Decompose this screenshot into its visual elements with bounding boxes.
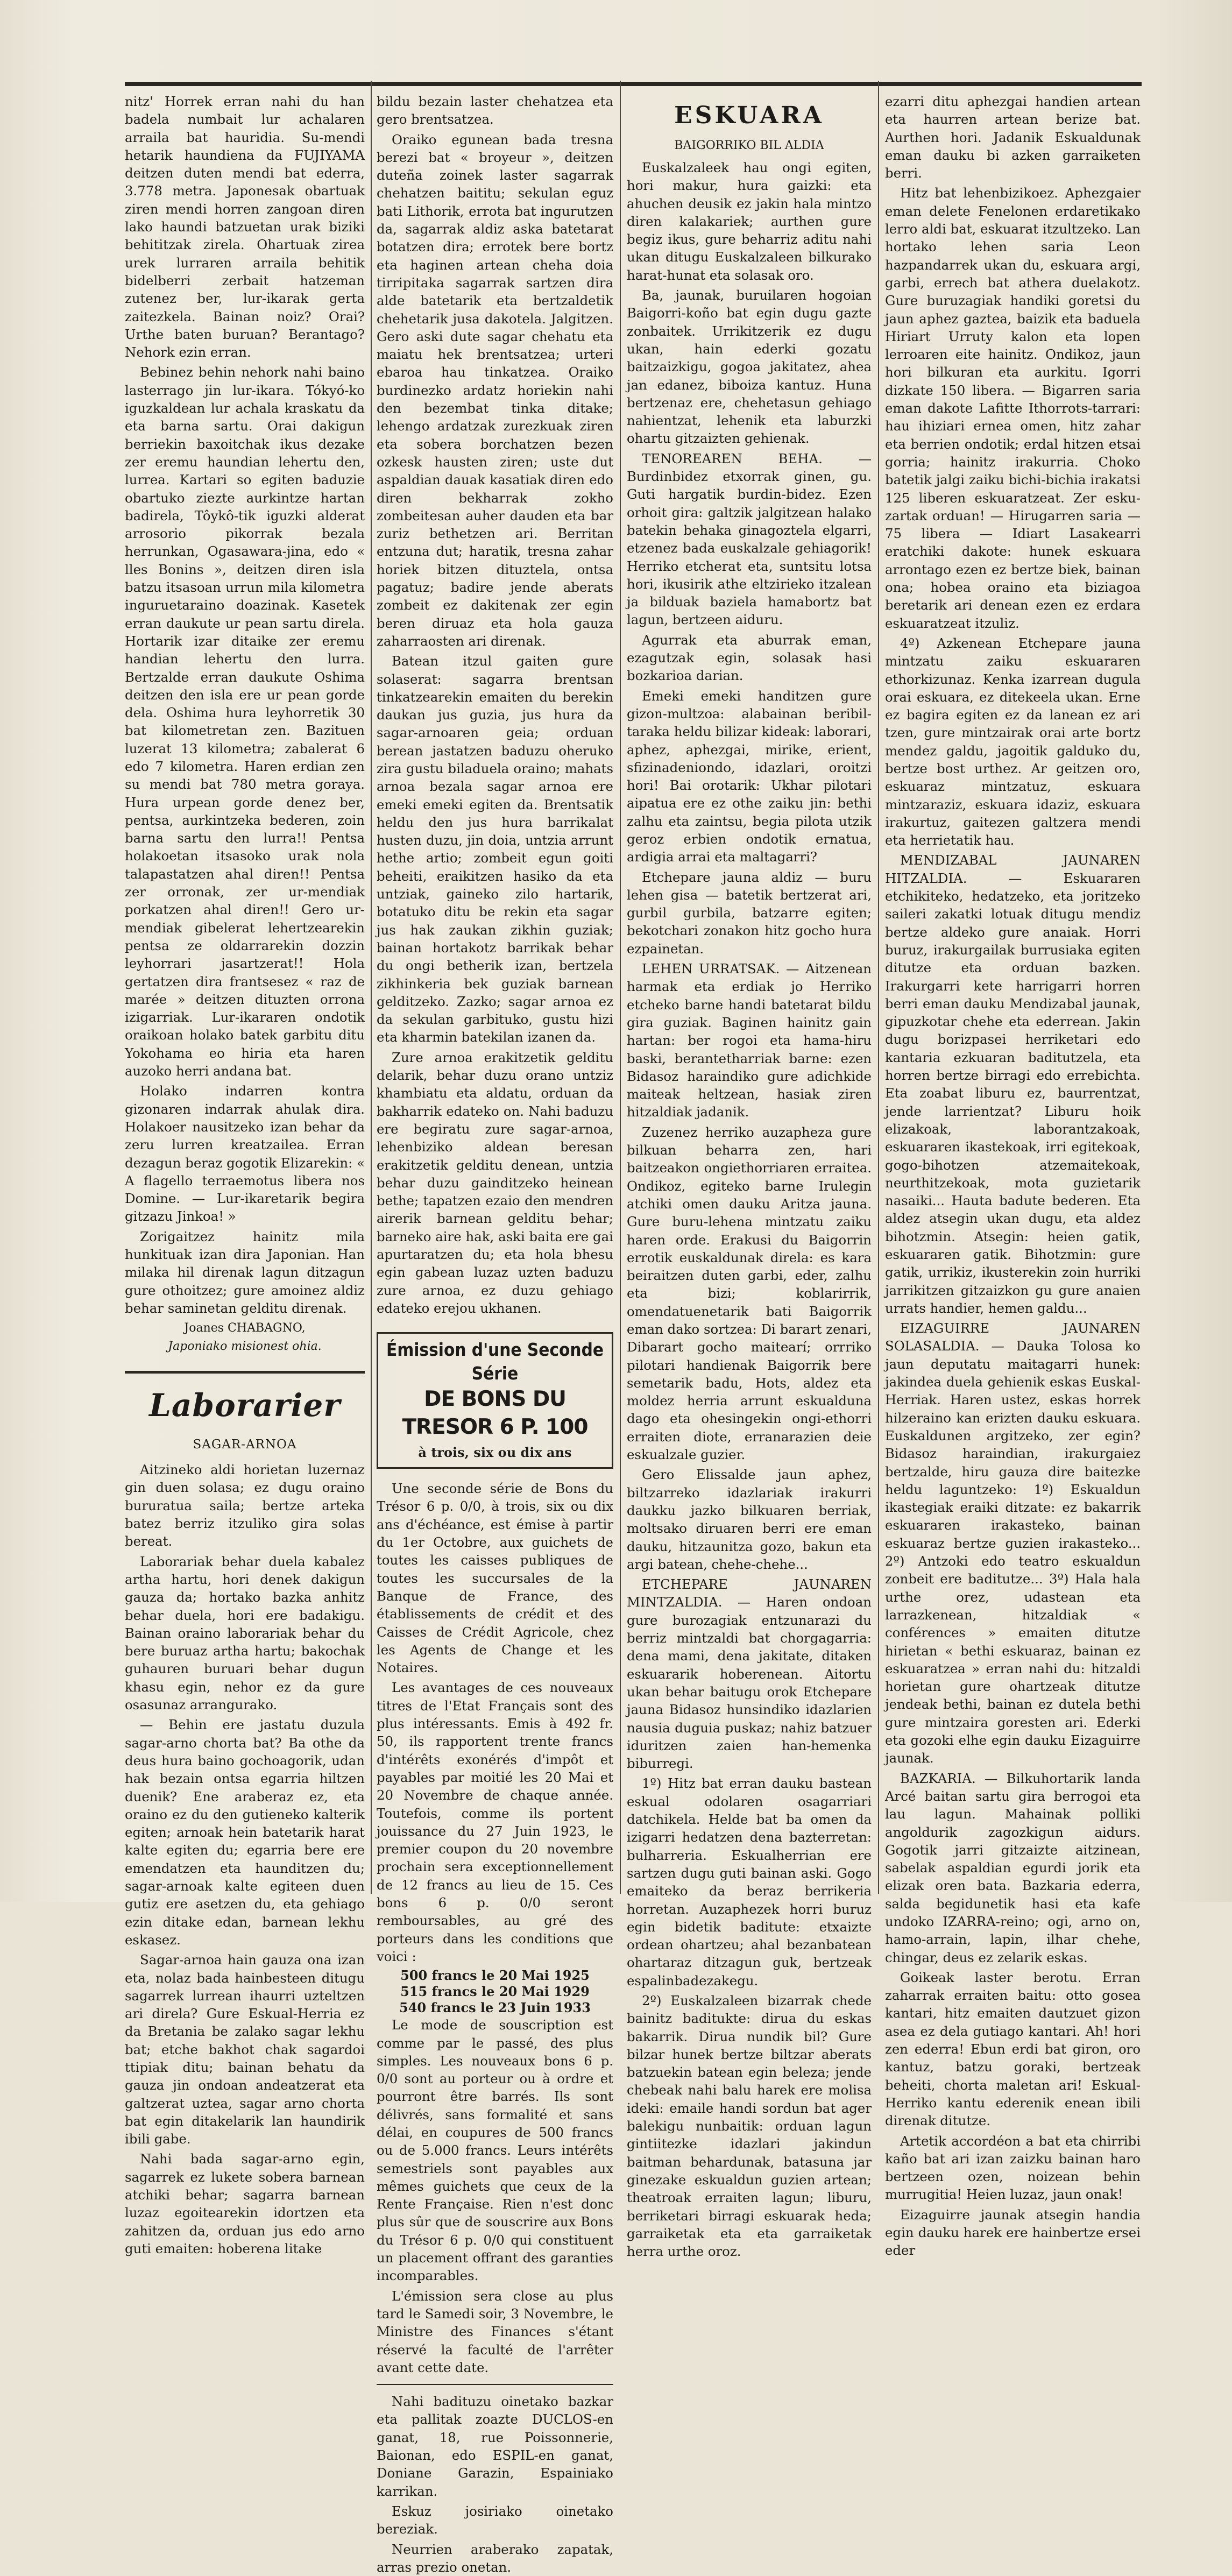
bons-du-tresor-announcement (377, 1332, 613, 1469)
eskuara-paragraph: Artetik accordéon a bat eta chirribi kaño bat ari izan zaizku bainan haro bertzeen ozen, noizean behin murrugitia! Heien luzaz, jaun onak! (885, 2133, 1141, 2203)
column-2 (377, 93, 613, 2575)
section-subtitle: SAGAR-ARNOA (193, 1438, 297, 1452)
eskuara-heading: ESKUARA (674, 102, 824, 129)
notice-paragraph: Neurrien araberako zapatak, arras prezio onetan. (377, 2541, 613, 2575)
sagar-arnoa-paragraph: bildu bezain laster chehatzea eta gero brentsatzea. (377, 94, 613, 128)
column-4 (885, 93, 1141, 2259)
author-title: Japoniako misionest ohia. (168, 1340, 322, 1354)
bons-tresor-heading: DE BONS DU TRESOR 6 P. 100 (402, 1387, 588, 1440)
eskuara-paragraph: MENDIZABAL JAUNAREN HITZALDIA. — Eskuararen etchikiteko, hedatzeko, eta joritzeko saileri zakatki lotuak ditugu mendiz bertze aldeko gure anaiak. Horri buruz, irakurgailak burrusiaka egiten ditutze eta orduan bazken. Irakurgarri kete harrigarri horren berri eman dauku Mendizabal jaunak, gipuzkotar chehe eta ederrean. Jakin dugu borizpasei herriketari edo kantaria ezkuaran baditutzela, eta horren bertze birragi edo errebichta. Eta zoabat liburu ez, baurrentzat, jende larrientzat? Liburu hoik elizakoak, laborantzakoak, eskuararen ikastekoak, irri egitekoak, gogo-bihotzen atzemaitekoak, neurthitzekoak, mota guzietarik nasaiki... Hauta badute bederen. Eta aldez atsegin ukan dugu, eta aldez bihotzmin. Atsegin: heien gatik, eskuararen gatik. Bihotzmin: gure gatik, urrikiz, ikusterekin zoin hurriki jarrikitzen gitzaizkon gu gure anaien urrats handier, hemen galdu... (885, 852, 1141, 1316)
sagar-arnoa-paragraph: — Behin ere jastatu duzula sagar-arno chorta bat? Ba othe da deus hura baino gochoagorik, udan hak bezain ontsa egarria hiltzen duenik? Ene araberaz ez, eta oraino ez du den gutieneko kalterik egiten; arnoak hein batetarik harat kalte egiten du; egarria bere ere emendatzen eta haunditzen du; sagar-arnoak kalte egiteen duen gutiz ere asetzen du, eta gehiago ezin ditake edan, barnean lekhu eskasez. (125, 1717, 365, 1948)
sagar-arnoa-paragraph: Batean itzul gaiten gure solaserat: sagarra brentsan tinkatzearekin emaiten du berekin daukan jus guzia, jus hura da sagar-arnoaren geia; orduan berean jastatzen baduzu oheruko zira gustu biladuela oraino; mahats arnoa bezala sagar arnoa ere emeki emeki egiten da. Brentsatik heldu den jus hura barrikalat husten duzu, jin doia, untzia arrunt hethe artio; zombeit egun goiti beheiti, eraikitzen hasiko da eta untziak, gaineko zilo hartarik, botatuko ditu be rekin eta sagar jus hak zaukan zikhin guziak; bainan hortakotz barrikak behar du ongi betherik izan, bertzela zikhinkeria bek guziak barnean gelditzeko. Zazko; sagar arnoa ez da sekulan garbituko, gustu hizi eta kharmin batekilan izanen da. (377, 653, 613, 1045)
japonia-paragraph: Zorigaitzez hainitz mila hunkituak izan dira Japonian. Han milaka hil direnak lagun ditzagun gure othoitzez; gure amoinez aldiz behar saminetan gelditu direnak. (125, 1228, 365, 1316)
redemption-line: 540 francs le 23 Juin 1933 (399, 2000, 591, 2016)
sagar-arnoa-paragraph: Aitzineko aldi horietan luzernaz gin duen solasa; ez dugu oraino bururatua saila; bertze arteka batez berriz itzuliko gira solas bereat. (125, 1462, 365, 1549)
subsection-heading: BAIGORRIKO BIL ALDIA (674, 139, 824, 152)
ad-subheading: à trois, six ou dix ans (418, 1445, 572, 1461)
column-1 (125, 93, 365, 2256)
japonia-paragraph: nitz' Horrek erran nahi du han badela numbait lur achalaren arraila bat hauridia. Su-mendi hetarik haundiena da FUJIYAMA deitzen duten mendi bat ederra, 3.778 metra. Japonesak obartuak ziren mendi horren zangoan diren lako haundi batzuetan urak biziki behititzak zirela. Ohartuak zirea urek lurraren arraila behitik bidelberri zerbait hatzeman zutenez ber, lur-ikarak gerta zaitezkela. Bainan noiz? Orai? Urthe baten buruan? Berantago? Nehork ezin erran. (125, 94, 365, 360)
eskuara-paragraph: Emeki emeki handitzen gure gizon-multzoa: alabainan beribil-taraka heldu bilizar kideak: laborari, aphez, aphezgai, mirike, erient, sfizinadeniondo, idazlari, oroitzi hori! Bai orotarik: Ukhar pilotari aipatua ere ez othe zaiku jin: bethi zalhu eta zaintsu, begia pilota utzik geroz erbien ondotik ernatua, ardigia arrai eta maltagarri? (627, 688, 872, 865)
eskuara-paragraph: EIZAGUIRRE JAUNAREN SOLASALDIA. — Dauka Tolosa ko jaun deputatu maitagarri hunek: jakindea duela gehienik eskas Euskal-Herriak. Haren ustez, eskas horrek hilzeraino kan erizten dauku eskuara. Euskaldunen argitzeko, zer egin? Bidasoz haraindian, irakurgaiez bertzalde, hiru gauza dire baitezke heldu laguntzeko: 1º) Eskualdun ikastegiak eraiki ditzate: ez bakarrik eskuararen irakasteko, bainan eskuaraz bertze guzien irakasteko... 2º) Antzoki edo teatro eskualdun zonbeit ere baditutze... 3º) Hala hala urthe orez, udastean eta larrazkenean, hitzaldiak « conférences » emaiten ditutze hirietan « bethi eskuaraz, bainan ez eskuaratzea » erran nahi du: hitzaldi horietan gure ohartzeak ditutze jendeak bethi, bainan ez dutela bethi gure mintzaira goresten ari. Ederki eta gozoki elhe egin dauku Eizaguirre jaunak. (885, 1320, 1141, 1766)
sagar-arnoa-paragraph: Nahi bada sagar-arno egin, sagarrek ez lukete sobera barnean atchiki behar; sagarra barnean luzaz egoitearekin idortzen eta zahitzen da, orduan jus edo arno guti emaiten: hoberena litake (125, 2151, 365, 2256)
eskuara-paragraph: BAZKARIA. — Bilkuhortarik landa Arcé baitan sartu gira berrogoi eta lau lagun. Mahainak polliki angoldurik zagozkigun aidurs. Gogotik jarri gitzaizte aitzinean, sabelak aspaldian egurdi jorik eta elizak oren bata. Bazkaria ederra, salda begidunetik hasi eta kafe undoko IZARRA-reino; ogi, arno on, hamo-arrain, lapin, ilhar chehe, chingar, deus ez zelarik eskas. (885, 1770, 1141, 1965)
eskuara-paragraph: Zuzenez herriko auzapheza gure bilkuan beharra zen, hari baitzeakon ongiethorriaren erraitea. Ondikoz, egiteko barne Irulegin atchiki omen dauku Aritza jauna. Gure buru-lehena mintzatu zaiku haren orde. Erakusi du Baigorrin errotik euskaldunak direla: es kara beiraitzen duten garbi, eder, zalhu eta bizi; koblarirrik, omendatuenetarik bati Baigorrik eman dako sortzea: Di barart zenari, Dibarart gocho maitearí; orrriko pilotari handienak Baigorrik bere semetarik badu, Hots, aldez eta moldez herria arrunt eskualduna dago eta ohesingekin ongi-ethorri erraiten diote, erranarazien deie eskualzale guzier. (627, 1124, 872, 1463)
eskuara-paragraph: LEHEN URRATSAK. — Aitzenean harmak eta erdiak jo Herriko etcheko barne handi batetarat bildu gira guziak. Baginen hainitz gain hartan: ber rogoi eta hama-hiru baski, berantetharriak barne: ezen Bidasoz haraindiko gure adichkide maiteak heltzean, hasiak ziren hitzaldiak jadanik. (627, 961, 872, 1120)
eskuara-paragraph: 1º) Hitz bat erran dauku bastean eskual odolaren osagarriari datchikela. Helde bat ba omen da izigarri hedatzen dena bazterretan: bulharreria. Eskualherrian ere sartzen dugu guti bainan aski. Gogo emaiteko da beraz berrikeria horretan. Auzaphezek horri buruz egin bidetik baditute: etxaizte ordean ohartzeu; ahal bezanbatean ohartaraz ditzagun guk, bertzeak espalinbadezakegu. (627, 1775, 872, 1988)
author-signature: Joanes CHABAGNO, (184, 1321, 306, 1335)
eskuara-paragraph: 2º) Euskalzaleen bizarrak chede bainitz baditukte: dirua du eskas bakarrik. Dirua nundik bil? Gure bilzar hunek bertze biltzar aberats batzuekin batean egin beleza; jende chebeak nahi balu harek ere molisa ideki: emaile handi sordun bat ager balekigu nunbaitik: orduan lagun gintiitezke idazlari jakindun baitman behardunak, batasuna jar ginezake eskualdun guzien artean; theatroak erraiten lagun; liburu, berriketari birragi eskuarak heda; garraiketak eta eta garraiketak herra urthe oroz. (627, 1992, 872, 2260)
section-divider (125, 1371, 365, 1374)
eskuara-paragraph: Gero Elissalde jaun aphez, biltzarreko idazlariak irakurri daukku jazko bilkuaren berriak, moltsako diruaren berri ere eman dauku, hitzaunitza gozo, bakun eta argi batean, chehe-chehe... (627, 1467, 872, 1572)
column-rule (371, 81, 372, 1894)
sagar-arnoa-paragraph: Zure arnoa erakitzetik gelditu delarik, behar duzu orano untziz khambiatu eta aldatu, orduan da bakharrik edateko on. Nahi baduzu ere begiratu zure sagar-arnoa, lehenbiziko aldean beresan erakitzetik gelditu denean, untzia behar duzu gainditzeko heinean bethe; tapatzen ezaio den mendren airerik barnean gelditu behar; barneko aire hak, aski baita ere gai apurtaratzen du; eta hola bhesu egin gabean luzaz uzten baduzu zure arnoa, ez duzu gehiago edateko erejou ukhanen. (377, 1049, 613, 1316)
laborarier-masthead: Laborarier (149, 1387, 341, 1424)
eskuara-paragraph: Etchepare jauna aldiz — buru lehen gisa — batetik bertzerat ari, gurbil gurbila, batzarre egiten; bekotchari zonakon hitz gocho hura ezpainetan. (627, 869, 872, 957)
top-rule (125, 82, 1142, 86)
column-3 (627, 93, 872, 2260)
column-rule (878, 81, 879, 1894)
eskuara-paragraph: 4º) Azkenean Etchepare jauna mintzatu zaiku eskuararen ethorkizunaz. Kenka izarrean dugula orai eskuara, ez ditekeela ukan. Erne ez bagira egiten ez da lanean ez ari tzen, gure mintzairak orai arte bortz mendez galdu, jagoitik galduko du, bertze bost urthez. Ar geitzen oro, eskuaraz mintzatuz, eskuara mintzaraziz, eskuara idaziz, eskuara irakurtuz, gaitezen galtzera mendi eta herrietatik hau. (885, 635, 1141, 848)
notice-paragraph: Nahi badituzu oinetako bazkar eta pallitak zoazte DUCLOS-en ganat, 18, rue Poissonnerie, Baionan, edo ESPIL-en ganat, Doniane Garazin, Espainiako karrikan. (377, 2394, 613, 2499)
eskuara-paragraph: Hitz bat lehenbizikoez. Aphezgaier eman delete Fenelonen erdaretikako lerro aldi bat, eskuarat itzultzeko. Lan hortako lehen saria Leon hazpandarrek ukan du, eskuara argi, garbi, errech bat athera duelakotz. Gure buruzagiak handiki goretsi du jaun aphez gaztea, baizik eta baduela Hiriart Urruty kalon eta lopen lerroaren eite hainitz. Ondikoz, jaun hori bilkuran eta aurkitu. Igorri dizkate 150 libera. — Bigarren saria eman dakote Lafitte Ithorrots-tarrari: hau ihiziari ernea omen, hitz zahar eta berrien ondotik; erdal hitzen etsai gorria; hainitz irakurria. Choko batetik jalgi zaiku bichi-bichia irakatsi 125 liberen eskuaratzeat. Zer esku-zartak orduan! — Hirugarren saria — 75 libera — Idiart Lasakearri eratchiki dakote: hunek eskuara arrontago ezen ez bertze biek, bainan ona; hobea oraino eta biziagoa beretarik ari denean ezen ez erdara eskuaratzeat itzuliz. (885, 185, 1141, 631)
eskuara-paragraph: Eizaguirre jaunak atsegin handia egin dauku harek ere hainbertze ersei eder (885, 2206, 1141, 2259)
sagar-arnoa-paragraph: Laborariak behar duela kabalez artha hartu, hori denek dakigun gauza da; hortako bazka anhitz behar duela, hori ere badakigu. Bainan oraino laborariak behar du bere buruaz artha hartu; bakochak guhauren buruari behar dugun khasu egin, nehor ez da gure osasunaz arrangurako. (125, 1553, 365, 1713)
column-rule (620, 81, 621, 1894)
emission-heading: Émission d'une Seconde Série (386, 1339, 604, 1384)
notice-paragraph: Eskuz josiriako oinetako bereziak. (377, 2503, 613, 2537)
japonia-paragraph: Holako indarren kontra gizonaren indarrak ahulak dira. Holakoer nausitzeko izan behar da zeru lurren kreatzailea. Erran dezagun beraz gogotik Elizarekin: « A flagello terraemotus libera nos Domine. — Lur-ikaretarik begira gitzazu Jinkoa! » (125, 1083, 365, 1225)
redemption-line: 500 francs le 20 Mai 1925 (400, 1968, 590, 1984)
sagar-arnoa-paragraph: Oraiko egunean bada tresna berezi bat « broyeur », deitzen duteña zoinek laster sagarrak chehatzen baititu; sekulan eguz bati Lithorik, errota bat ingurutzen da, sagarrak aldiz aska batetarat botatzen dira; errotek bere bortz eta haginen artean cheha doia tirripitaka sagarrak sartzen dira alde batetarik eta bertzaldetik chehetarik jusa dakotela. Jalgitzen. Gero aski dute sagar chehatu eta maiatu hek brentsatzea; urteri ebaroa hau tinkatzea. Oraiko burdinezko ardatz horiekin nahi den bezembat tinka ditake; lehengo ardatzak zurezkuak ziren eta sobera borchatzen bezen ozkesk hausten ziren; uste dut aspaldian dauak kasatiak diren edo diren bekharrak zokho zombeitesan auher dauden eta bar zuriz bethetzen ari. Berritan entzuna dut; haratik, tresna zahar horiek bitzen dituztela, ontsa pagatuz; badire jende aberats zombeit ez dakitenak zer egin beren diruaz eta hola gauza zaharraosten ari direnak. (377, 131, 613, 649)
japonia-paragraph: Bebinez behin nehork nahi baino lasterrago jin lur-ikara. Tókyó-ko iguzkaldean lur achala kraskatu da eta barna sartu. Orai dakigun berriekin baxoitchak ikus dezake zer eremu haundian lehertu den, lurrea. Kartari so egiten baduzie obartuko ziezte aurkintze hartan badirela, Tôykô-tik iguzki alderat arrosorio pikorrak bezala herrunkan, Ogasawara-jina, edo « lles Bonins », deitzen diren isla batzu itsasoan urrun mila kilometra inguruetaraino doazinak. Kasetek erran daukute ur pean sartu direla. Hortarik izar ditaike zer eremu handian lehertu den lurra. Bertzalde erran daukute Oshima deitzen den isla ere ur pean gorde dela. Oshima hura leyhorretik 30 bat kilometretan zen. Bazituen luzerat 13 kilometra; zabalerat 6 edo 7 kilometra. Haren erdian zen su mendi bat 780 metra goraya. Hura urpean gorde denez ber, pentsa, aurkintzeka bederen, zoin barna sartu den lurra!! Pentsa holakoetan itsasoko urak nola talapastatzen ahal diren!! Pentsa zer orronak, zer ur-mendiak porkatzen ahal diren!! Gero ur-mendiak gibelerat lehertzearekin pentsa ze oldarrarekin dozzin leyhorrari jasartzerat!! Hola gertatzen dira frantsesez « raz de marée » deitzen dituzten orrona izigarriak. Lur-ikararen ondotik oraikoan holako batek garbitu ditu Yokohama eo hiria eta haren auzoko herri andana bat. (125, 364, 365, 1079)
section-divider (377, 2384, 613, 2385)
ad-paragraph: Une seconde série de Bons du Trésor 6 p. 0/0, à trois, six ou dix ans d'échéance, est émise à partir du 1er Octobre, aux guichets de toutes les caisses publiques de toutes les succursales de la Banque de France, des établissements de crédit et des Caisses de Crédit Agricole, chez les Agents de Change et les Notaires. (377, 1481, 613, 1676)
eskuara-paragraph: ETCHEPARE JAUNAREN MINTZALDIA. — Haren ondoan gure burozagiak entzunarazi du berriz mintzaldi bat chorgagarria: dena mami, dena jakitate, ditaken eskuararik hoberenean. Aitortu ukan behar baitugu orok Etchepare jauna Bidasoz hunsindiko idazlarien nausia duguia puskaz; nahiz batzuer iduritzen zaien han-hemenka biburregi. (627, 1576, 872, 1772)
ad-paragraph: Les avantages de ces nouveaux titres de l'Etat Français sont des plus intéressants. Emis à 492 fr. 50, ils rapportent trente francs d'intérêts exonérés d'impôt et payables par moitié les 20 Mai et 20 Novembre de chaque année. Toutefois, comme ils portent jouissance du 27 Juin 1923, le premier coupon du 20 novembre prochain sera exceptionnellement de 12 francs au lieu de 15. Ces bons 6 p. 0/0 seront remboursables, au gré des porteurs dans les conditions que voici : (377, 1680, 613, 1964)
ad-paragraph: Le mode de souscription est comme par le passé, des plus simples. Les nouveaux bons 6 p. 0/0 sont au porteur ou à ordre et pourront être barrés. Ils sont délivrés, sans formalité et sans délai, en coupures de 500 francs ou de 5.000 francs. Leurs intérêts semestriels sont payables aux mêmes guichets que ceux de la Rente Française. Rien n'est donc plus sûr que de souscrire aux Bons du Trésor 6 p. 0/0 qui constituent un placement offrant des garanties incomparables. (377, 2017, 613, 2284)
eskuara-paragraph: ezarri ditu aphezgai handien artean eta haurren artean berize bat. Aurthen hori. Jadanik Eskualdunak eman dauku bi azken garraiketen berri. (885, 94, 1141, 181)
eskuara-paragraph: Agurrak eta aburrak eman, ezagutzak egin, solasak hasi bozkarioa darian. (627, 632, 872, 684)
eskuara-paragraph: Goikeak laster berotu. Erran zaharrak erraiten baitu: otto gosea kantari, hitz emaiten dautzuet gizon asea ez dela gutiago kantari. Ah! hori zen ederra! Ebun erdi bat giron, oro kantuz, batzu goraki, bertzeak beheiti, chorta maletan ari! Eskual-Herriko kantu ederenik enean ibili direnak ditutze. (885, 1969, 1141, 2129)
sagar-arnoa-paragraph: Sagar-arnoa hain gauza ona izan eta, nolaz bada hainbesteen ditugu sagarrek lurrean ihaurri uzteltzen ari direla? Gure Eskual-Herria ez da Bretania be zalako sagar lekhu bat; etche bakhot chak sagardoi ttipiak ditu; bainan behatu da gauza jin ondoan andeatzerat eta galtzerat uztea, sagar arno chorta bat egin ditakelarik lan haundirik ibili gabe. (125, 1952, 365, 2147)
eskuara-paragraph: Ba, jaunak, buruilaren hogoian Baigorri-koño bat egin dugu gazte zonbaitek. Urrikitzerik ez dugu ukan, hain ederki gozatu baitzaizkigu, gogoa jakitatez, ahea jan edanez, biboiza kantuz. Huna bertzenaz ere, chehetasun gehiago nahientzat, lehenik eta laburzki ohartu gitzaizten gehienak. (627, 287, 872, 447)
ad-paragraph: L'émission sera close au plus tard le Samedi soir, 3 Novembre, le Ministre des Finances s'étant réservé la faculté de l'arrêter avant cette date. (377, 2288, 613, 2375)
eskuara-paragraph: TENOREAREN BEHA. — Burdinbidez etxorrak ginen, gu. Guti hargatik burdin-bidez. Ezen orhoit gira: galtzik jalgitzean halako batekin behaka ginagoztela elgarri, etzenez bada euskalzale gehiagorik! Herriko etcherat eta, suntsitu lotsa hori, ikusirik athe eltzirieko itzalean ja bilduak baziela hamabortz bat lagun, bertzeen aiduru. (627, 450, 872, 628)
redemption-line: 515 francs le 20 Mai 1929 (400, 1984, 590, 2000)
eskuara-paragraph: Euskalzaleek hau ongi egiten, hori makur, hura gaizki: eta ahuchen deusik ez jakin hala mintzo diren kalakariek; aurthen gure begiz ikus, gure beharriz aditu nahi ukan ditugu Euskalzaleen bilkurako harat-hunat eta solasak oro. (627, 160, 872, 283)
